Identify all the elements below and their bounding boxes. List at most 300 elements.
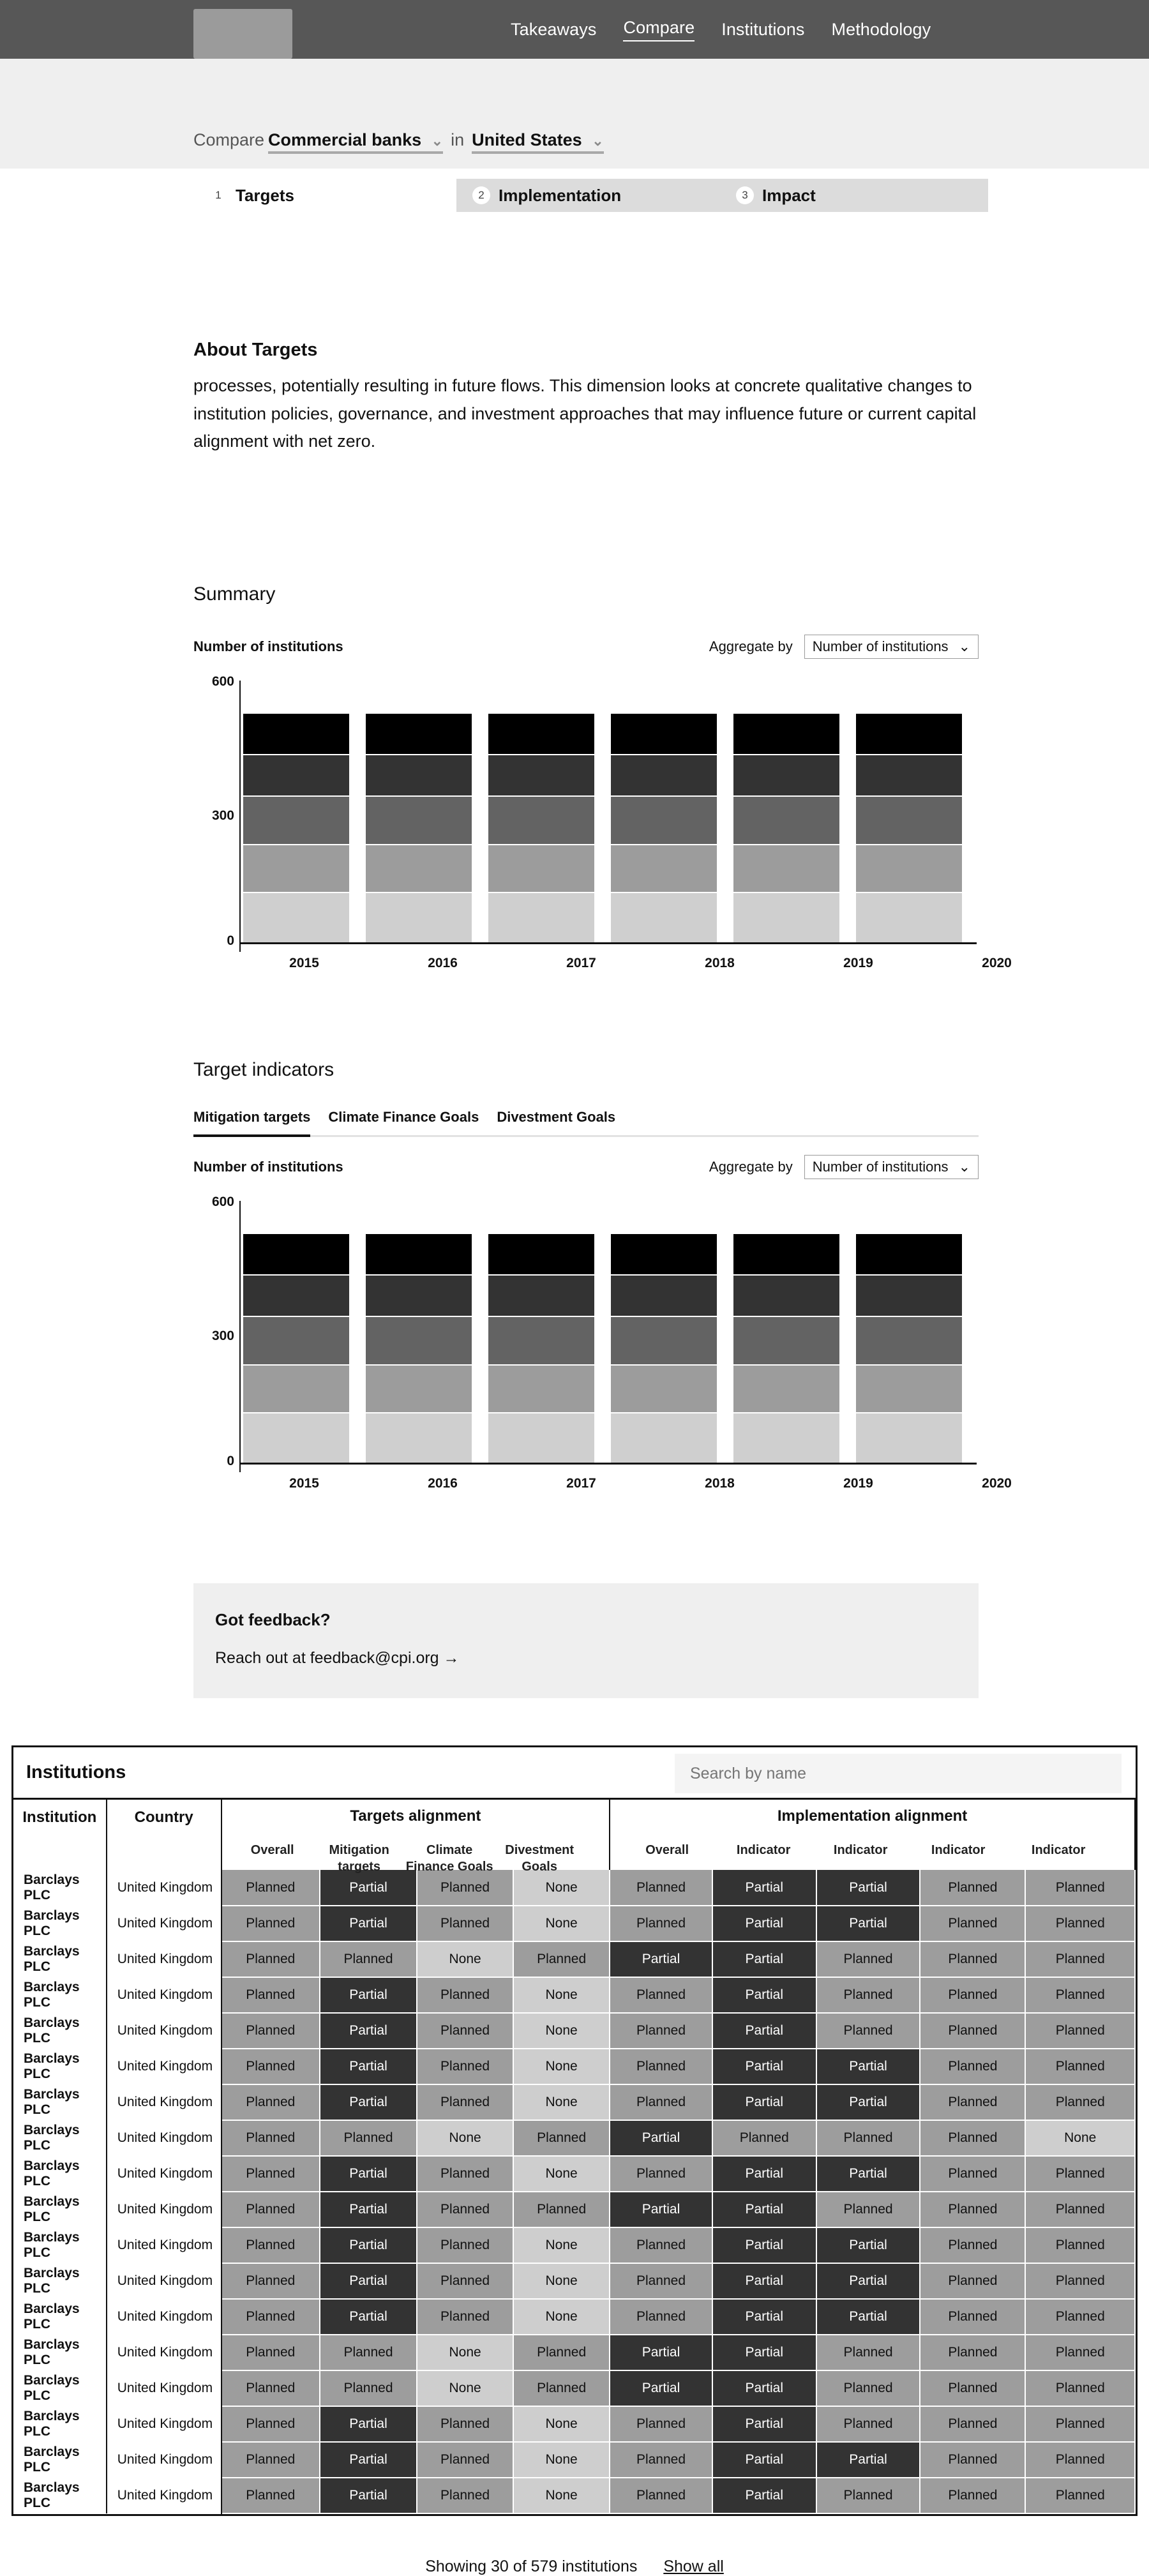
table-row[interactable] bbox=[13, 2156, 1135, 2192]
cell-impl-1: Partial bbox=[712, 1870, 816, 1906]
cell-institution: Barclays PLC bbox=[13, 1870, 107, 1906]
bar-segment-partial[interactable] bbox=[243, 795, 349, 844]
step-number: 1 bbox=[209, 186, 227, 204]
indicator-tab-divestment-goals[interactable]: Divestment Goals bbox=[497, 1109, 616, 1125]
show-all-link[interactable]: Show all bbox=[663, 2557, 724, 2575]
cell-country: United Kingdom bbox=[107, 2406, 222, 2442]
chevron-down-icon: ⌄ bbox=[431, 133, 444, 149]
cell-impl-2: Planned bbox=[816, 2192, 920, 2227]
cell-institution: Barclays PLC bbox=[13, 2049, 107, 2084]
bar-segment-planned[interactable] bbox=[243, 844, 349, 893]
bar-segment-partial[interactable] bbox=[488, 795, 594, 844]
cell-targets-1: Planned bbox=[320, 2335, 417, 2370]
cell-targets-0: Planned bbox=[222, 1977, 320, 2013]
cell-targets-1: Partial bbox=[320, 2442, 417, 2478]
bar-2015[interactable] bbox=[243, 1200, 349, 1463]
chevron-down-icon: ⌄ bbox=[958, 1159, 970, 1175]
col-group-targets-alignment bbox=[222, 1800, 610, 1874]
bar-segment-none[interactable] bbox=[611, 1412, 717, 1463]
cell-targets-3: None bbox=[513, 1870, 610, 1906]
bar-segment-planned[interactable] bbox=[611, 844, 717, 893]
indicators-plot bbox=[193, 1193, 1012, 1491]
cell-impl-1: Partial bbox=[712, 2084, 816, 2120]
tab-targets[interactable] bbox=[193, 179, 456, 212]
indicator-tabs bbox=[193, 1109, 979, 1137]
x-tick-2018: 2018 bbox=[705, 956, 735, 970]
bar-segment-planned[interactable] bbox=[856, 844, 962, 893]
table-row[interactable] bbox=[13, 2478, 1135, 2513]
compare-label: Compare bbox=[193, 130, 265, 149]
bar-2018[interactable] bbox=[611, 1200, 717, 1463]
bar-2016[interactable] bbox=[366, 679, 472, 942]
bar-segment-full[interactable] bbox=[856, 712, 962, 754]
bar-2018[interactable] bbox=[611, 679, 717, 942]
cell-impl-2: Planned bbox=[816, 2406, 920, 2442]
bar-segment-none[interactable] bbox=[733, 892, 839, 942]
table-row[interactable] bbox=[13, 2406, 1135, 2442]
col-country[interactable]: Country bbox=[107, 1800, 222, 1870]
cell-targets-0: Planned bbox=[222, 1906, 320, 1941]
cell-institution: Barclays PLC bbox=[13, 2227, 107, 2263]
bar-2019[interactable] bbox=[733, 1200, 839, 1463]
cell-targets-3: Planned bbox=[513, 2120, 610, 2156]
cell-impl-1: Partial bbox=[712, 2156, 816, 2192]
bar-segment-full[interactable] bbox=[733, 712, 839, 754]
cell-targets-2: None bbox=[417, 2120, 513, 2156]
nav-link-institutions[interactable]: Institutions bbox=[721, 19, 805, 39]
cell-targets-0: Planned bbox=[222, 2227, 320, 2263]
cell-country: United Kingdom bbox=[107, 2370, 222, 2406]
table-row[interactable] bbox=[13, 1977, 1135, 2013]
cell-targets-0: Planned bbox=[222, 2478, 320, 2513]
subcol-impl-indicator-3[interactable]: Indicator bbox=[931, 1843, 986, 1857]
cell-targets-3: Planned bbox=[513, 2192, 610, 2227]
in-label: in bbox=[451, 130, 465, 149]
cell-institution: Barclays PLC bbox=[13, 2263, 107, 2299]
cell-targets-0: Planned bbox=[222, 2192, 320, 2227]
cell-impl-1: Partial bbox=[712, 2478, 816, 2513]
cell-impl-4: Planned bbox=[1025, 2013, 1135, 2049]
table-row[interactable] bbox=[13, 1941, 1135, 1977]
table-row[interactable] bbox=[13, 2120, 1135, 2156]
country-dropdown[interactable] bbox=[472, 130, 604, 154]
cell-targets-2: Planned bbox=[417, 2227, 513, 2263]
cell-impl-2: Partial bbox=[816, 2442, 920, 2478]
col-institution[interactable]: Institution bbox=[13, 1800, 107, 1870]
cell-impl-4: Planned bbox=[1025, 2370, 1135, 2406]
cell-targets-0: Planned bbox=[222, 1941, 320, 1977]
bar-segment-planned[interactable] bbox=[488, 1364, 594, 1413]
table-row[interactable] bbox=[13, 1906, 1135, 1941]
bar-segment-none[interactable] bbox=[243, 892, 349, 942]
x-tick-2015: 2015 bbox=[289, 956, 319, 970]
cell-impl-3: Planned bbox=[920, 2406, 1025, 2442]
cell-impl-2: Planned bbox=[816, 2013, 920, 2049]
cell-impl-4: Planned bbox=[1025, 2299, 1135, 2335]
summary-aggregate-value: Number of institutions bbox=[812, 638, 949, 654]
bar-segment-partial[interactable] bbox=[733, 1316, 839, 1364]
y-tick-300: 300 bbox=[211, 808, 234, 823]
bar-segment-none[interactable] bbox=[856, 892, 962, 942]
aggregate-label: Aggregate by bbox=[709, 1159, 793, 1175]
table-row[interactable] bbox=[13, 2299, 1135, 2335]
bar-segment-aligned[interactable] bbox=[243, 754, 349, 795]
bar-segment-full[interactable] bbox=[733, 1233, 839, 1274]
bar-2020[interactable] bbox=[856, 1200, 962, 1463]
cell-impl-4: Planned bbox=[1025, 2084, 1135, 2120]
table-row[interactable] bbox=[13, 2263, 1135, 2299]
table-row[interactable] bbox=[13, 2335, 1135, 2370]
feedback-panel bbox=[193, 1583, 979, 1698]
cell-impl-4: Planned bbox=[1025, 1977, 1135, 2013]
cell-impl-3: Planned bbox=[920, 2227, 1025, 2263]
tab-impact[interactable] bbox=[720, 179, 988, 212]
bar-segment-none[interactable] bbox=[243, 1412, 349, 1463]
cell-impl-0: Planned bbox=[610, 2478, 712, 2513]
top-navigation-bar bbox=[0, 0, 1149, 59]
cell-impl-1: Partial bbox=[712, 2227, 816, 2263]
cell-impl-2: Planned bbox=[816, 1977, 920, 2013]
cell-impl-0: Planned bbox=[610, 2263, 712, 2299]
bar-segment-planned[interactable] bbox=[243, 1364, 349, 1413]
bar-segment-partial[interactable] bbox=[243, 1316, 349, 1364]
cell-impl-3: Planned bbox=[920, 2120, 1025, 2156]
table-row[interactable] bbox=[13, 2192, 1135, 2227]
cell-impl-4: Planned bbox=[1025, 2156, 1135, 2192]
cell-country: United Kingdom bbox=[107, 2478, 222, 2513]
cell-targets-0: Planned bbox=[222, 2370, 320, 2406]
bar-segment-partial[interactable] bbox=[611, 1316, 717, 1364]
table-row[interactable] bbox=[13, 2227, 1135, 2263]
cell-impl-1: Partial bbox=[712, 2299, 816, 2335]
cell-impl-0: Partial bbox=[610, 2335, 712, 2370]
indicators-aggregate-dropdown[interactable] bbox=[804, 1155, 979, 1179]
bar-segment-planned[interactable] bbox=[611, 1364, 717, 1413]
cell-targets-2: Planned bbox=[417, 2263, 513, 2299]
table-head bbox=[13, 1800, 1135, 1874]
bar-segment-aligned[interactable] bbox=[488, 1274, 594, 1316]
bar-segment-none[interactable] bbox=[856, 1412, 962, 1463]
cell-impl-0: Planned bbox=[610, 2013, 712, 2049]
cell-targets-1: Partial bbox=[320, 2049, 417, 2084]
nav-link-takeaways[interactable]: Takeaways bbox=[511, 19, 597, 39]
cell-targets-0: Planned bbox=[222, 2299, 320, 2335]
col-group-implementation-alignment bbox=[610, 1800, 1135, 1870]
cell-institution: Barclays PLC bbox=[13, 2442, 107, 2478]
bar-segment-partial[interactable] bbox=[733, 795, 839, 844]
bar-segment-aligned[interactable] bbox=[488, 754, 594, 795]
table-row[interactable] bbox=[13, 2442, 1135, 2478]
cell-impl-1: Partial bbox=[712, 2335, 816, 2370]
indicators-bars bbox=[243, 1200, 979, 1463]
bar-segment-aligned[interactable] bbox=[856, 754, 962, 795]
subcol-targets-overall[interactable]: Overall bbox=[250, 1843, 294, 1857]
cell-targets-0: Planned bbox=[222, 2335, 320, 2370]
bar-segment-full[interactable] bbox=[243, 1233, 349, 1274]
bar-segment-aligned[interactable] bbox=[366, 754, 472, 795]
cell-targets-3: None bbox=[513, 2478, 610, 2513]
nav-links bbox=[511, 0, 931, 59]
cell-impl-0: Partial bbox=[610, 2192, 712, 2227]
indicator-tab-climate-finance-goals[interactable]: Climate Finance Goals bbox=[328, 1109, 479, 1125]
bar-segment-planned[interactable] bbox=[366, 1364, 472, 1413]
search-input[interactable] bbox=[675, 1754, 1122, 1793]
bar-segment-planned[interactable] bbox=[733, 1364, 839, 1413]
summary-axis-title: Number of institutions bbox=[193, 638, 343, 654]
cell-impl-0: Planned bbox=[610, 2406, 712, 2442]
bar-segment-full[interactable] bbox=[366, 1233, 472, 1274]
cell-impl-3: Planned bbox=[920, 1977, 1025, 2013]
cell-institution: Barclays PLC bbox=[13, 2299, 107, 2335]
cell-institution: Barclays PLC bbox=[13, 2120, 107, 2156]
cell-impl-4: Planned bbox=[1025, 1870, 1135, 1906]
cell-impl-1: Partial bbox=[712, 2406, 816, 2442]
cell-targets-0: Planned bbox=[222, 1870, 320, 1906]
cell-targets-2: None bbox=[417, 2335, 513, 2370]
cell-impl-2: Partial bbox=[816, 1870, 920, 1906]
cell-country: United Kingdom bbox=[107, 1941, 222, 1977]
cell-impl-3: Planned bbox=[920, 2049, 1025, 2084]
cell-impl-0: Planned bbox=[610, 1870, 712, 1906]
bar-segment-none[interactable] bbox=[366, 892, 472, 942]
cell-targets-1: Partial bbox=[320, 2263, 417, 2299]
cell-impl-3: Planned bbox=[920, 1906, 1025, 1941]
cell-institution: Barclays PLC bbox=[13, 2406, 107, 2442]
table-row[interactable] bbox=[13, 2013, 1135, 2049]
cell-targets-3: Planned bbox=[513, 1941, 610, 1977]
cell-country: United Kingdom bbox=[107, 1977, 222, 2013]
bar-segment-partial[interactable] bbox=[856, 1316, 962, 1364]
bar-2015[interactable] bbox=[243, 679, 349, 942]
cell-impl-2: Planned bbox=[816, 2335, 920, 2370]
x-tick-2015: 2015 bbox=[289, 1476, 319, 1491]
tab-implementation[interactable] bbox=[456, 179, 720, 212]
feedback-email-link[interactable]: Reach out at feedback@cpi.org → bbox=[215, 1649, 460, 1667]
cell-targets-3: None bbox=[513, 1977, 610, 2013]
cell-country: United Kingdom bbox=[107, 2049, 222, 2084]
x-axis-line bbox=[239, 1463, 977, 1465]
cell-impl-0: Partial bbox=[610, 2370, 712, 2406]
bar-segment-none[interactable] bbox=[366, 1412, 472, 1463]
cell-targets-1: Partial bbox=[320, 2478, 417, 2513]
bar-segment-full[interactable] bbox=[856, 1233, 962, 1274]
y-axis-line bbox=[239, 681, 241, 952]
bar-segment-aligned[interactable] bbox=[733, 1274, 839, 1316]
summary-title: Summary bbox=[193, 584, 276, 605]
subcol-targets-climate[interactable]: Climate Finance Goals bbox=[405, 1843, 493, 1874]
country-value: United States bbox=[472, 130, 582, 149]
x-tick-2019: 2019 bbox=[843, 956, 873, 970]
cell-targets-3: None bbox=[513, 2406, 610, 2442]
bar-segment-full[interactable] bbox=[611, 1233, 717, 1274]
cell-impl-4: Planned bbox=[1025, 1906, 1135, 1941]
cell-impl-4: Planned bbox=[1025, 2263, 1135, 2299]
group-title-targets: Targets alignment bbox=[350, 1807, 481, 1825]
x-tick-2019: 2019 bbox=[843, 1476, 873, 1491]
cell-institution: Barclays PLC bbox=[13, 2192, 107, 2227]
bar-segment-partial[interactable] bbox=[611, 795, 717, 844]
cell-country: United Kingdom bbox=[107, 2442, 222, 2478]
bar-segment-none[interactable] bbox=[733, 1412, 839, 1463]
table-row[interactable] bbox=[13, 2049, 1135, 2084]
subcol-targets-divestment[interactable]: Divestment Goals bbox=[505, 1843, 574, 1874]
bar-segment-partial[interactable] bbox=[488, 1316, 594, 1364]
cell-impl-3: Planned bbox=[920, 2442, 1025, 2478]
cell-impl-2: Partial bbox=[816, 2299, 920, 2335]
bar-segment-aligned[interactable] bbox=[611, 754, 717, 795]
cell-impl-1: Partial bbox=[712, 1977, 816, 2013]
bar-segment-aligned[interactable] bbox=[366, 1274, 472, 1316]
bar-segment-full[interactable] bbox=[243, 712, 349, 754]
bar-segment-none[interactable] bbox=[488, 892, 594, 942]
y-axis-line bbox=[239, 1201, 241, 1472]
cell-targets-0: Planned bbox=[222, 2013, 320, 2049]
indicator-tab-mitigation-targets[interactable]: Mitigation targets bbox=[193, 1109, 310, 1137]
bar-segment-full[interactable] bbox=[488, 712, 594, 754]
cell-impl-1: Partial bbox=[712, 2370, 816, 2406]
bar-segment-aligned[interactable] bbox=[243, 1274, 349, 1316]
cell-targets-1: Partial bbox=[320, 1870, 417, 1906]
summary-x-labels bbox=[243, 956, 1074, 971]
indicators-chart-header bbox=[193, 1155, 979, 1179]
cell-targets-2: Planned bbox=[417, 1870, 513, 1906]
cell-institution: Barclays PLC bbox=[13, 2335, 107, 2370]
entity-type-dropdown[interactable] bbox=[268, 130, 443, 154]
filter-bar bbox=[0, 59, 1149, 205]
table-row[interactable] bbox=[13, 2370, 1135, 2406]
bar-2020[interactable] bbox=[856, 679, 962, 942]
bar-segment-planned[interactable] bbox=[856, 1364, 962, 1413]
cell-targets-3: Planned bbox=[513, 2370, 610, 2406]
summary-plot bbox=[193, 673, 1012, 970]
cell-targets-3: None bbox=[513, 2227, 610, 2263]
cell-targets-0: Planned bbox=[222, 2049, 320, 2084]
subcol-impl-overall[interactable]: Overall bbox=[645, 1843, 689, 1857]
cell-impl-4: Planned bbox=[1025, 2335, 1135, 2370]
bar-segment-full[interactable] bbox=[611, 712, 717, 754]
cell-impl-2: Partial bbox=[816, 2156, 920, 2192]
cell-targets-3: None bbox=[513, 2156, 610, 2192]
y-tick-0: 0 bbox=[227, 933, 234, 948]
step-tabs bbox=[193, 179, 988, 212]
cell-impl-3: Planned bbox=[920, 2013, 1025, 2049]
cell-targets-0: Planned bbox=[222, 2263, 320, 2299]
cell-targets-2: Planned bbox=[417, 2084, 513, 2120]
cell-impl-1: Partial bbox=[712, 2049, 816, 2084]
cell-impl-2: Partial bbox=[816, 1906, 920, 1941]
bar-segment-full[interactable] bbox=[488, 1233, 594, 1274]
cell-impl-0: Partial bbox=[610, 2120, 712, 2156]
bar-segment-aligned[interactable] bbox=[611, 1274, 717, 1316]
cell-targets-3: None bbox=[513, 2013, 610, 2049]
tab-implementation-label: Implementation bbox=[499, 185, 622, 205]
cell-targets-3: None bbox=[513, 1906, 610, 1941]
bar-segment-full[interactable] bbox=[366, 712, 472, 754]
cell-impl-1: Partial bbox=[712, 1906, 816, 1941]
bar-segment-planned[interactable] bbox=[488, 844, 594, 893]
bar-2017[interactable] bbox=[488, 1200, 594, 1463]
cell-impl-2: Partial bbox=[816, 2049, 920, 2084]
cell-impl-2: Planned bbox=[816, 2370, 920, 2406]
site-logo[interactable] bbox=[193, 9, 292, 59]
cell-targets-1: Partial bbox=[320, 2156, 417, 2192]
indicators-aggregate-value: Number of institutions bbox=[812, 1159, 949, 1175]
step-number: 3 bbox=[736, 186, 754, 204]
cell-impl-4: Planned bbox=[1025, 2227, 1135, 2263]
cell-targets-1: Partial bbox=[320, 2299, 417, 2335]
bar-segment-planned[interactable] bbox=[366, 844, 472, 893]
bar-segment-partial[interactable] bbox=[856, 795, 962, 844]
cell-targets-3: None bbox=[513, 2049, 610, 2084]
bar-segment-planned[interactable] bbox=[733, 844, 839, 893]
nav-link-methodology[interactable]: Methodology bbox=[831, 19, 931, 39]
bar-segment-aligned[interactable] bbox=[733, 754, 839, 795]
cell-institution: Barclays PLC bbox=[13, 2370, 107, 2406]
cell-impl-2: Planned bbox=[816, 1941, 920, 1977]
nav-link-compare[interactable]: Compare bbox=[623, 18, 695, 41]
cell-impl-0: Planned bbox=[610, 2049, 712, 2084]
bar-segment-none[interactable] bbox=[611, 892, 717, 942]
x-tick-2020: 2020 bbox=[982, 956, 1012, 970]
table-row[interactable] bbox=[13, 1870, 1135, 1906]
summary-chart-section bbox=[193, 584, 1012, 970]
cell-targets-2: Planned bbox=[417, 2299, 513, 2335]
indicators-aggregate-control bbox=[709, 1155, 979, 1179]
summary-aggregate-dropdown[interactable] bbox=[804, 635, 979, 659]
bar-2019[interactable] bbox=[733, 679, 839, 942]
bar-segment-partial[interactable] bbox=[366, 795, 472, 844]
subcol-impl-indicator-2[interactable]: Indicator bbox=[833, 1843, 888, 1857]
cell-country: United Kingdom bbox=[107, 2120, 222, 2156]
cell-country: United Kingdom bbox=[107, 2299, 222, 2335]
subcol-impl-indicator-1[interactable]: Indicator bbox=[736, 1843, 791, 1857]
institutions-table-panel bbox=[11, 1745, 1138, 2516]
bar-segment-partial[interactable] bbox=[366, 1316, 472, 1364]
cell-targets-0: Planned bbox=[222, 2120, 320, 2156]
cell-impl-2: Planned bbox=[816, 2120, 920, 2156]
indicators-axis-title: Number of institutions bbox=[193, 1159, 343, 1175]
cell-impl-2: Planned bbox=[816, 2478, 920, 2513]
cell-country: United Kingdom bbox=[107, 2013, 222, 2049]
cell-impl-0: Planned bbox=[610, 1977, 712, 2013]
compare-selector-row bbox=[193, 130, 608, 154]
cell-targets-3: None bbox=[513, 2084, 610, 2120]
cell-impl-0: Planned bbox=[610, 2156, 712, 2192]
cell-targets-1: Partial bbox=[320, 1906, 417, 1941]
table-row[interactable] bbox=[13, 2084, 1135, 2120]
target-indicators-title: Target indicators bbox=[193, 1059, 334, 1080]
cell-impl-0: Planned bbox=[610, 2299, 712, 2335]
feedback-heading: Got feedback? bbox=[215, 1610, 331, 1629]
cell-targets-1: Partial bbox=[320, 2192, 417, 2227]
tab-impact-label: Impact bbox=[762, 185, 816, 205]
cell-impl-1: Partial bbox=[712, 2263, 816, 2299]
bar-2017[interactable] bbox=[488, 679, 594, 942]
subcol-impl-indicator-4[interactable]: Indicator bbox=[1031, 1843, 1086, 1857]
bar-2016[interactable] bbox=[366, 1200, 472, 1463]
subcol-targets-mitigation[interactable]: Mitigation targets bbox=[329, 1843, 389, 1874]
aggregate-label: Aggregate by bbox=[709, 638, 793, 654]
bar-segment-none[interactable] bbox=[488, 1412, 594, 1463]
cell-institution: Barclays PLC bbox=[13, 2478, 107, 2513]
cell-country: United Kingdom bbox=[107, 2335, 222, 2370]
showing-count: Showing 30 of 579 institutions bbox=[425, 2557, 638, 2575]
summary-chart-header bbox=[193, 635, 979, 659]
bar-segment-aligned[interactable] bbox=[856, 1274, 962, 1316]
cell-impl-3: Planned bbox=[920, 2370, 1025, 2406]
cell-impl-3: Planned bbox=[920, 2263, 1025, 2299]
cell-impl-4: None bbox=[1025, 2120, 1135, 2156]
